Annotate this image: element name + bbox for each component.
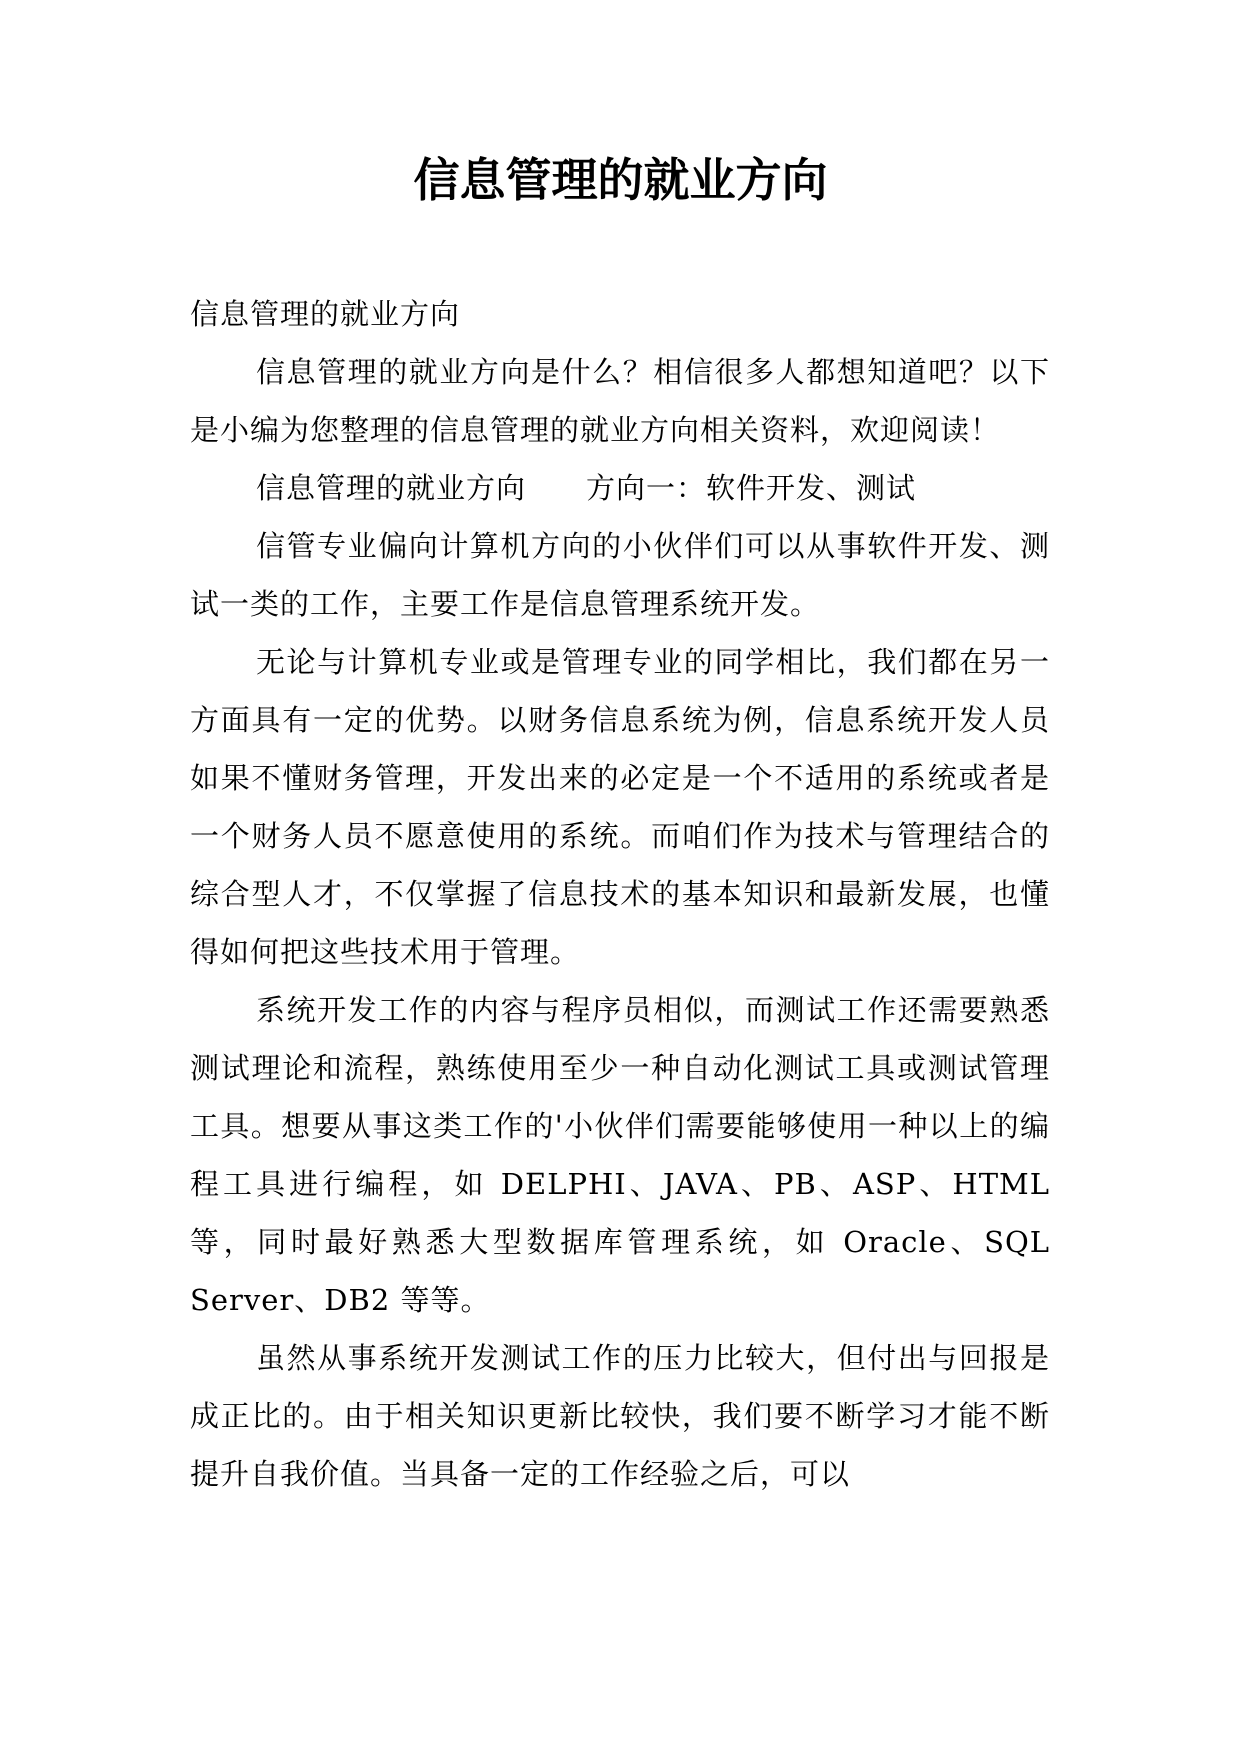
document-body <box>190 285 1050 1503</box>
paragraph-advantage: 无论与计算机专业或是管理专业的同学相比，我们都在另一方面具有一定的优势。以财务信息系统为例，信息系统开发人员如果不懂财务管理，开发出来的必定是一个不适用的系统或者是一个财务人员不愿意使用的系统。而咱们作为技术与管理结合的综合型人才，不仅掌握了信息技术的基本知识和最新发展，也懂得如何把这些技术用于管理。 <box>190 645 1050 969</box>
section-heading: 信息管理的就业方向 方向一：软件开发、测试 <box>256 471 917 505</box>
paragraph-pressure: 虽然从事系统开发测试工作的压力比较大，但付出与回报是成正比的。由于相关知识更新比较快，我们要不断学习才能不断提升自我价值。当具备一定的工作经验之后，可以 <box>190 1341 1050 1491</box>
document-title: 信息管理的就业方向 <box>413 153 828 207</box>
paragraph-software-dev: 信管专业偏向计算机方向的小伙伴们可以从事软件开发、测试一类的工作，主要工作是信息管理系统开发。 <box>190 529 1050 621</box>
subtitle-line: 信息管理的就业方向 <box>190 297 461 331</box>
paragraph-testing: 系统开发工作的内容与程序员相似，而测试工作还需要熟悉测试理论和流程，熟练使用至少一种自动化测试工具或测试管理工具。想要从事这类工作的'小伙伴们需要能够使用一种以上的编程工具进行编程，如 DELPHI、JAVA、PB、ASP、HTML 等，同时最好熟悉大型数据库管理系统，如 Oracle、SQL Server、DB2 等等。 <box>190 993 1050 1317</box>
paragraph-intro: 信息管理的就业方向是什么？相信很多人都想知道吧？以下是小编为您整理的信息管理的就业方向相关资料，欢迎阅读！ <box>190 355 1050 447</box>
